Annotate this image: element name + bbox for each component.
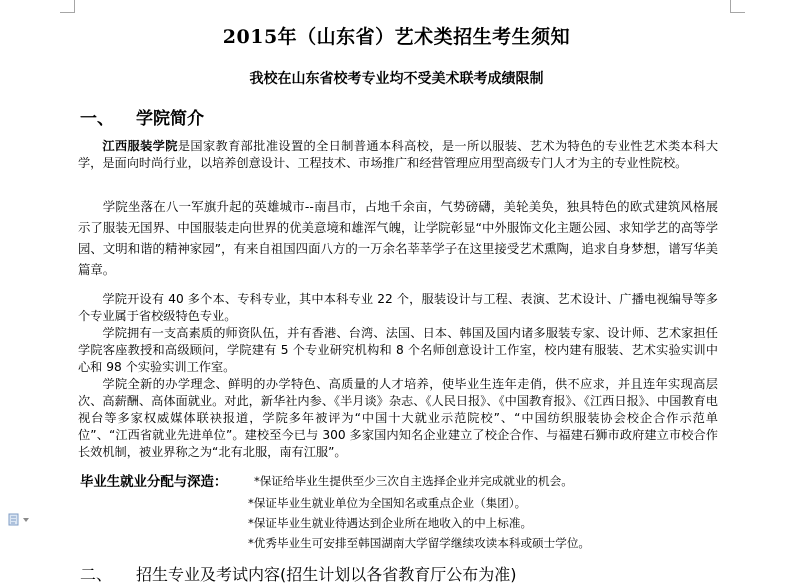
section-number: 二、 (80, 565, 113, 584)
paragraph-text: 是国家教育部批准设置的全日制普通本科高校，是一所以服装、艺术为特色的专业性艺术类本科大学，是面向时尚行业，以培养创意设计、工程技术、市场推广和经营管理应用型高级专门人才为主的专业性院校。 (78, 139, 719, 170)
section-title: 学院简介 (136, 109, 204, 129)
margin-corner-mark (730, 0, 745, 13)
employment-item: *优秀毕业生可安排至韩国湖南大学留学继续攻读本科或硕士学位。 (248, 536, 591, 550)
paragraph-faculty: 学院拥有一支高素质的师资队伍，并有香港、台湾、法国、日本、韩国及国内诸多服装专家、设计师、艺术家担任学院客座教授和高级顾问，学院建有 5 个专业研究机构和 8 个名师创意设计工作室，校内建有服装、艺术实验实训中心和 98 个实验实训工作室。 (78, 326, 718, 374)
employment-item: *保证给毕业生提供至少三次自主选择企业并完成就业的机会。 (254, 474, 573, 488)
paste-options-icon[interactable] (8, 512, 32, 526)
document-subtitle: 我校在山东省校考专业均不受美术联考成绩限制 (249, 71, 544, 87)
margin-corner-mark (60, 0, 75, 13)
employment-item: *保证毕业生就业单位为全国知名或重点企业（集团）。 (248, 496, 527, 510)
paragraph-employment-record: 学院全新的办学理念、鲜明的办学特色、高质量的人才培养，使毕业生连年走俏，供不应求，并且连年实现高层次、高薪酬、高体面就业。对此，新华社内参、《半月谈》杂志、《人民日报》、《中国教育报》、《江西日报》、中国教育电视台等多家权威媒体联袂报道，学院多年被评为“中国十大就业示范院校”、“中国纺织服装协会校企合作示范单位”、“江西省就业先进单位”。建校至今已与 300 多家国内知名企业建立了校企合作、与福建石狮市政府建立市校合作长效机制，被业界称之为“北有北服，南有江服”。 (78, 377, 718, 459)
section-heading-intro (80, 104, 204, 129)
employment-label: 毕业生就业分配与深造： (80, 475, 228, 490)
section-heading-admissions (80, 562, 517, 585)
paragraph-campus: 学院坐落在八一军旗升起的英雄城市--南昌市，占地千余亩，气势磅礴，美轮美奂，独具特色的欧式建筑风格展示了服装无国界、中国服装走向世界的优美意境和雄浑气魄，让学院彰显“中外服饰文化主题公园、求知学艺的高等学园、文明和谐的精神家园”，有来自祖国四面八方的一万余名莘莘学子在这里接受艺术熏陶，追求自身梦想，谱写华美篇章。 (78, 199, 718, 277)
school-name: 江西服装学院 (102, 139, 178, 153)
document-title: 2015年（山东省）艺术类招生考生须知 (222, 26, 571, 48)
paragraph-majors: 学院开设有 40 多个本、专科专业，其中本科专业 22 个，服装设计与工程、表演、艺术设计、广播电视编导等多个专业属于省校级特色专业。 (78, 292, 718, 323)
employment-item: *保证毕业生就业待遇达到企业所在地收入的中上标准。 (248, 516, 533, 530)
section-number: 一、 (80, 109, 114, 129)
paragraph-intro (78, 138, 718, 172)
section-title: 招生专业及考试内容(招生计划以各省教育厅公布为准) (136, 565, 517, 584)
